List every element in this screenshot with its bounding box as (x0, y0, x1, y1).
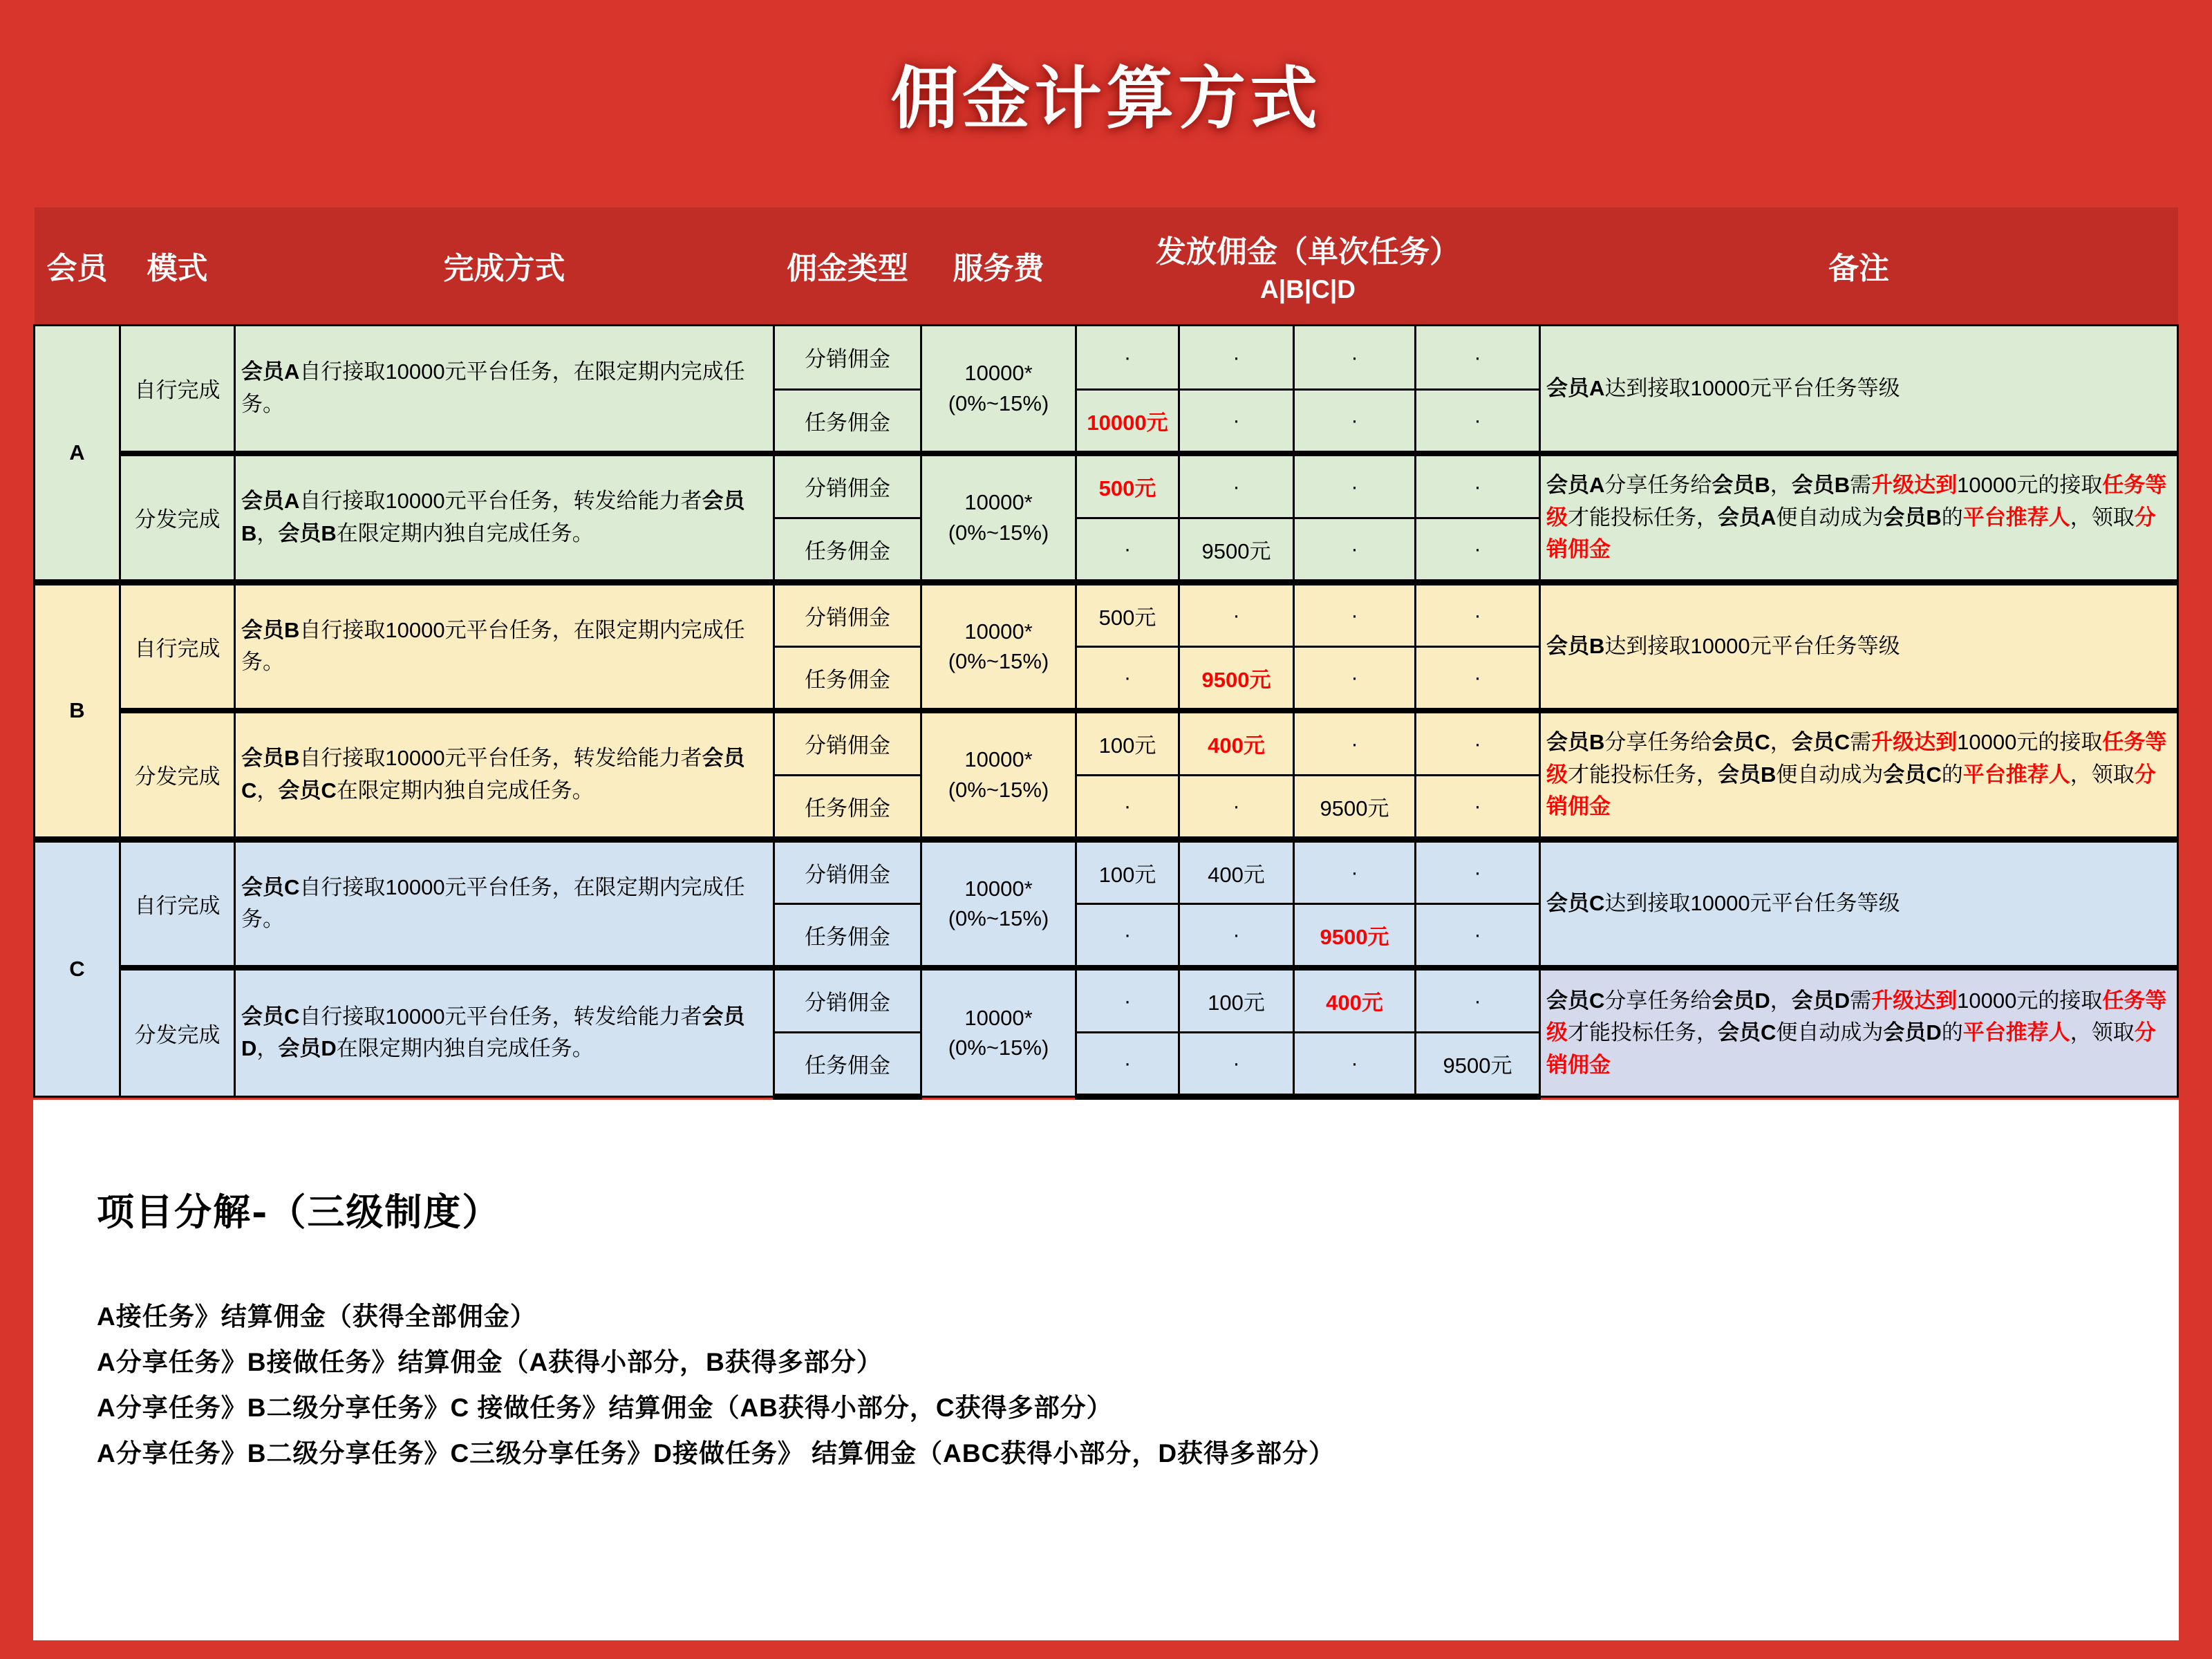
text-segment: ， (256, 521, 279, 545)
payout-value-cell-d: · (1416, 711, 1540, 775)
service-fee-line1: 10000* (964, 747, 1033, 772)
payout-value-cell-c: · (1294, 325, 1416, 389)
text-segment: 会员B (1791, 473, 1850, 497)
text-segment: 分销佣金 (1546, 505, 2156, 561)
service-fee-line2: (0%~15%) (948, 1035, 1049, 1060)
text-segment: 会员B (241, 489, 745, 545)
payout-value-cell-c: · (1294, 518, 1416, 582)
text-segment: 平台推荐人 (1962, 762, 2070, 787)
breakdown-title: 项目分解-（三级制度） (97, 1189, 501, 1234)
text-segment: 需 (1850, 988, 1872, 1013)
text-segment: 的 (1941, 762, 1963, 787)
payout-value-cell-a: · (1076, 903, 1179, 968)
remark-cell (1540, 582, 2178, 711)
payout-value-cell-a: 100元 (1076, 839, 1179, 903)
method-cell (235, 453, 774, 582)
text-segment: 分享任务给 (1604, 988, 1712, 1013)
payout-value-cell-a: 100元 (1076, 711, 1179, 775)
text-segment: 会员A (1546, 375, 1605, 400)
text-segment: 会员C (1546, 988, 1605, 1013)
text-segment: 会员C (241, 746, 745, 803)
text-segment: 自行接取10000元平台任务，转发给能力者 (299, 1004, 702, 1029)
text-segment: 在限定期内独自完成任务。 (336, 521, 594, 545)
text-segment: 自行接取10000元平台任务，转发给能力者 (299, 746, 702, 771)
text-segment: 才能投标任务， (1568, 1020, 1718, 1044)
text-segment: 10000元的接取 (1957, 988, 2103, 1013)
commission-type-cell: 分销佣金 (774, 839, 921, 903)
text-segment: ，领取 (2070, 1020, 2135, 1044)
text-segment: 会员B (241, 617, 300, 642)
table-row (35, 582, 2178, 646)
text-segment: ， (1770, 473, 1792, 497)
text-segment: 达到接取10000元平台任务等级 (1604, 375, 1900, 400)
text-segment: 会员B (1718, 762, 1777, 787)
service-fee-line1: 10000* (964, 490, 1033, 515)
payout-value-cell-b: · (1179, 389, 1294, 453)
text-segment: ，领取 (2070, 762, 2135, 787)
page-title: 佣金计算方式 (890, 59, 1322, 138)
commission-type-cell: 分销佣金 (774, 968, 921, 1032)
header-payout-title: 发放佣金（单次任务） (1156, 235, 1460, 270)
mode-cell: 自行完成 (120, 325, 235, 453)
text-segment: 的 (1941, 505, 1963, 529)
member-cell: B (35, 582, 120, 839)
payout-value-cell-c: · (1294, 646, 1416, 711)
table-row (35, 711, 2178, 775)
text-segment: 会员B (1712, 473, 1770, 497)
breakdown-panel (33, 1100, 2179, 1640)
service-fee-line1: 10000* (964, 361, 1033, 386)
text-segment: 升级达到 (1871, 988, 1958, 1013)
breakdown-line-2: A分享任务》B接做任务》结算佣金（A获得小部分，B获得多部分） (97, 1347, 883, 1376)
header-remark: 备注 (1540, 207, 2178, 325)
payout-value-cell-b: · (1179, 1032, 1294, 1096)
payout-value-cell-d: · (1416, 903, 1540, 968)
commission-type-cell: 任务佣金 (774, 903, 921, 968)
payout-value-cell-b: · (1179, 582, 1294, 646)
text-segment: 任务等级 (1546, 473, 2167, 529)
text-segment: 会员C (1791, 730, 1850, 754)
text-segment: 会员C (241, 874, 300, 899)
text-segment: 会员A (241, 489, 300, 514)
text-segment: 分享任务给 (1604, 473, 1712, 497)
method-cell (235, 839, 774, 968)
commission-type-cell: 任务佣金 (774, 1032, 921, 1096)
payout-value-cell-d: · (1416, 325, 1540, 389)
payout-value-cell-b: · (1179, 325, 1294, 389)
text-segment: 10000元的接取 (1957, 473, 2103, 497)
breakdown-line-4: A分享任务》B二级分享任务》C三级分享任务》D接做任务》 结算佣金（ABC获得小部分，D获得多部分） (97, 1438, 1335, 1468)
commission-type-cell: 分销佣金 (774, 325, 921, 389)
service-fee-line2: (0%~15%) (948, 520, 1049, 545)
payout-value-cell-a: · (1076, 646, 1179, 711)
text-segment: 平台推荐人 (1962, 1020, 2070, 1044)
payout-value-cell-b: 400元 (1179, 711, 1294, 775)
text-segment: 会员A (241, 359, 300, 384)
header-type: 佣金类型 (774, 207, 921, 325)
text-segment: 会员B (1546, 730, 1605, 754)
member-cell: C (35, 839, 120, 1096)
text-segment: 任务等级 (1546, 988, 2167, 1044)
mode-cell: 分发完成 (120, 711, 235, 839)
payout-value-cell-d: · (1416, 839, 1540, 903)
payout-value-cell-a: · (1076, 518, 1179, 582)
service-fee-cell (921, 453, 1076, 582)
commission-type-cell: 分销佣金 (774, 453, 921, 518)
text-segment: 需 (1850, 473, 1872, 497)
table-row (35, 839, 2178, 903)
payout-value-cell-b: · (1179, 775, 1294, 839)
text-segment: 便自动成为 (1776, 505, 1884, 529)
remark-cell (1540, 325, 2178, 453)
text-segment: 自行接取10000元平台任务，在限定期内完成任务。 (241, 359, 745, 416)
payout-value-cell-c: 400元 (1294, 968, 1416, 1032)
payout-value-cell-a: · (1076, 1032, 1179, 1096)
table-header-row (35, 207, 2178, 325)
header-payout (1076, 207, 1540, 325)
commission-type-cell: 任务佣金 (774, 389, 921, 453)
text-segment: 会员D (1712, 988, 1770, 1013)
payout-value-cell-b: · (1179, 903, 1294, 968)
payout-value-cell-d: · (1416, 646, 1540, 711)
text-segment: 达到接取10000元平台任务等级 (1604, 634, 1900, 658)
member-cell: A (35, 325, 120, 582)
text-segment: 在限定期内独自完成任务。 (336, 1036, 594, 1061)
commission-type-cell: 任务佣金 (774, 518, 921, 582)
text-segment: 会员A (1718, 505, 1777, 529)
text-segment: ， (256, 778, 279, 803)
text-segment: 自行接取10000元平台任务，在限定期内完成任务。 (241, 874, 745, 932)
mode-cell: 自行完成 (120, 582, 235, 711)
table-row (35, 453, 2178, 518)
text-segment: 平台推荐人 (1962, 505, 2070, 529)
text-segment: 会员C (1883, 762, 1942, 787)
payout-value-cell-a: · (1076, 968, 1179, 1032)
payout-value-cell-c: 9500元 (1294, 903, 1416, 968)
payout-value-cell-a: · (1076, 325, 1179, 389)
payout-value-cell-d: · (1416, 453, 1540, 518)
commission-type-cell: 任务佣金 (774, 775, 921, 839)
commission-type-cell: 分销佣金 (774, 582, 921, 646)
text-segment: 会员C (1546, 891, 1605, 915)
mode-cell: 分发完成 (120, 453, 235, 582)
payout-value-cell-c: · (1294, 839, 1416, 903)
remark-cell (1540, 711, 2178, 839)
content-frame (33, 207, 2179, 1640)
payout-value-cell-b: · (1179, 453, 1294, 518)
breakdown-line-3: A分享任务》B二级分享任务》C 接做任务》结算佣金（AB获得小部分，C获得多部分） (97, 1393, 1113, 1422)
text-segment: 会员D (278, 1036, 337, 1061)
table-row (35, 325, 2178, 389)
payout-value-cell-d: 9500元 (1416, 1032, 1540, 1096)
remark-cell (1540, 968, 2178, 1096)
text-segment: 分享任务给 (1604, 730, 1712, 754)
payout-value-cell-a: 10000元 (1076, 389, 1179, 453)
commission-table (33, 207, 2179, 1100)
service-fee-line1: 10000* (964, 1005, 1033, 1030)
payout-value-cell-c: · (1294, 453, 1416, 518)
payout-value-cell-b: 400元 (1179, 839, 1294, 903)
payout-value-cell-a: · (1076, 775, 1179, 839)
payout-value-cell-c: 9500元 (1294, 775, 1416, 839)
service-fee-cell (921, 968, 1076, 1096)
service-fee-line2: (0%~15%) (948, 906, 1049, 931)
method-cell (235, 325, 774, 453)
text-segment: ， (1770, 988, 1792, 1013)
text-segment: 分销佣金 (1546, 1020, 2156, 1077)
commission-type-cell: 分销佣金 (774, 711, 921, 775)
service-fee-cell (921, 839, 1076, 968)
text-segment: 的 (1941, 1020, 1963, 1044)
payout-value-cell-b: 9500元 (1179, 646, 1294, 711)
text-segment: 才能投标任务， (1568, 505, 1718, 529)
service-fee-line1: 10000* (964, 619, 1033, 644)
method-cell (235, 968, 774, 1096)
text-segment: 会员B (1883, 505, 1942, 529)
payout-value-cell-c: · (1294, 582, 1416, 646)
payout-value-cell-d: · (1416, 775, 1540, 839)
text-segment: 自行接取10000元平台任务，转发给能力者 (299, 489, 702, 514)
header-member: 会员 (35, 207, 120, 325)
method-cell (235, 582, 774, 711)
payout-value-cell-d: · (1416, 582, 1540, 646)
payout-value-cell-c: · (1294, 711, 1416, 775)
payout-value-cell-d: · (1416, 389, 1540, 453)
text-segment: 升级达到 (1871, 473, 1958, 497)
header-method: 完成方式 (235, 207, 774, 325)
text-segment: 会员C (241, 1004, 300, 1029)
header-payout-columns: A|B|C|D (1260, 275, 1356, 304)
text-segment: 自行接取10000元平台任务，在限定期内完成任务。 (241, 617, 745, 675)
text-segment: 便自动成为 (1776, 1020, 1884, 1044)
text-segment: 会员A (1546, 473, 1605, 497)
text-segment: 会员D (241, 1004, 745, 1061)
service-fee-cell (921, 582, 1076, 711)
service-fee-line2: (0%~15%) (948, 777, 1049, 802)
payout-value-cell-c: · (1294, 1032, 1416, 1096)
payout-value-cell-d: · (1416, 518, 1540, 582)
service-fee-line2: (0%~15%) (948, 649, 1049, 674)
text-segment: 会员C (1718, 1020, 1777, 1044)
text-segment: 需 (1850, 730, 1872, 754)
mode-cell: 自行完成 (120, 839, 235, 968)
breakdown-line-1: A接任务》结算佣金（获得全部佣金） (97, 1302, 536, 1331)
mode-cell: 分发完成 (120, 968, 235, 1096)
text-segment: 便自动成为 (1776, 762, 1884, 787)
header-mode: 模式 (120, 207, 235, 325)
text-segment: 才能投标任务， (1568, 762, 1718, 787)
text-segment: 分销佣金 (1546, 762, 2156, 818)
remark-cell (1540, 453, 2178, 582)
service-fee-line1: 10000* (964, 876, 1033, 901)
method-cell (235, 711, 774, 839)
remark-cell (1540, 839, 2178, 968)
text-segment: 会员B (1546, 634, 1605, 658)
service-fee-cell (921, 325, 1076, 453)
service-fee-cell (921, 711, 1076, 839)
payout-value-cell-b: 9500元 (1179, 518, 1294, 582)
text-segment: ， (256, 1036, 279, 1061)
text-segment: 会员D (1883, 1020, 1942, 1044)
payout-value-cell-a: 500元 (1076, 582, 1179, 646)
text-segment: 升级达到 (1871, 730, 1958, 754)
text-segment: 会员B (278, 521, 337, 545)
text-segment: 会员B (241, 746, 300, 771)
header-fee: 服务费 (921, 207, 1076, 325)
text-segment: ，领取 (2070, 505, 2135, 529)
commission-type-cell: 任务佣金 (774, 646, 921, 711)
text-segment: 任务等级 (1546, 730, 2167, 787)
service-fee-line2: (0%~15%) (948, 391, 1049, 415)
payout-value-cell-d: · (1416, 968, 1540, 1032)
text-segment: 达到接取10000元平台任务等级 (1604, 891, 1900, 915)
text-segment: 10000元的接取 (1957, 730, 2103, 754)
text-segment: 会员D (1791, 988, 1850, 1013)
table-row (35, 968, 2178, 1032)
payout-value-cell-c: · (1294, 389, 1416, 453)
payout-value-cell-b: 100元 (1179, 968, 1294, 1032)
text-segment: 会员C (278, 778, 337, 803)
text-segment: 在限定期内独自完成任务。 (336, 778, 594, 803)
payout-value-cell-a: 500元 (1076, 453, 1179, 518)
text-segment: ， (1770, 730, 1792, 754)
text-segment: 会员C (1712, 730, 1770, 754)
